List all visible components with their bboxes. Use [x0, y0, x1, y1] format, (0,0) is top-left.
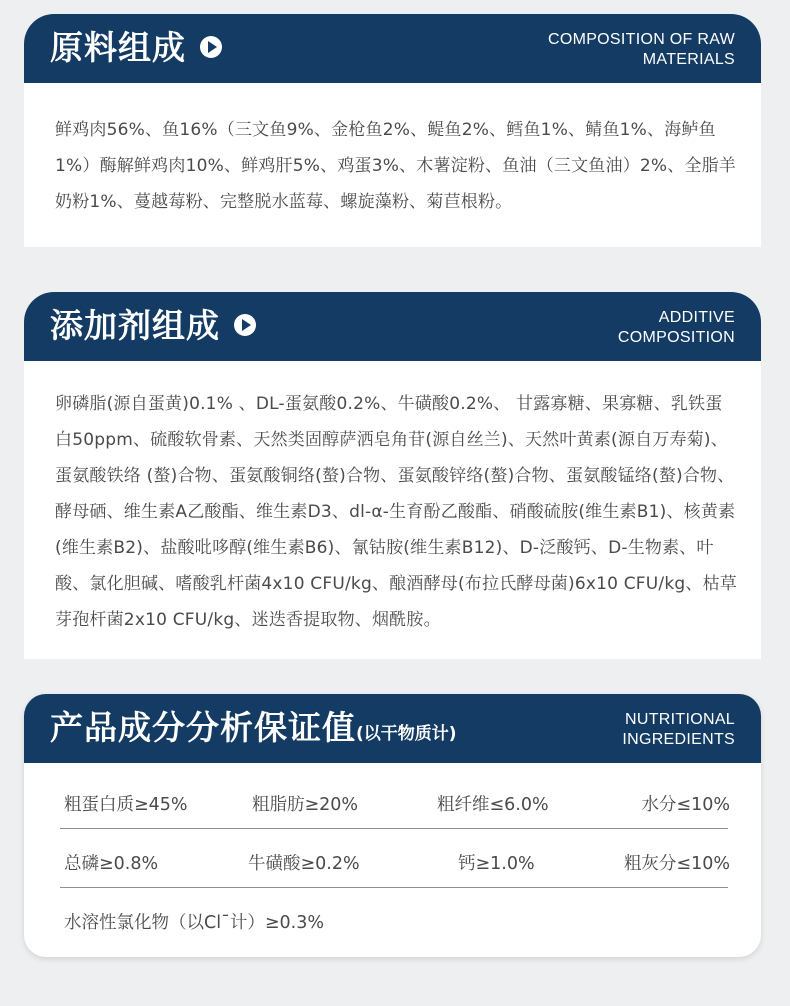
- nutrition-row: [60, 776, 728, 829]
- nutrition-value: 粗纤维≤6.0%: [437, 795, 549, 815]
- nutrition-value: 水溶性氯化物（以Cl¯计）≥0.3%: [64, 913, 324, 933]
- raw-materials-text: 鲜鸡肉56%、鱼16%（三文鱼9%、金枪鱼2%、鳀鱼2%、鳕鱼1%、鲭鱼1%、海鲈鱼1%）酶解鲜鸡肉10%、鲜鸡肝5%、鸡蛋3%、木薯淀粉、鱼油（三文鱼油）2%、全脂羊奶粉1%、蔓越莓粉、完整脱水蓝莓、螺旋藻粉、菊苣根粉。: [55, 120, 737, 212]
- raw-materials-card: [24, 14, 761, 247]
- additives-text: 卵磷脂(源自蛋黄)0.1% 、DL-蛋氨酸0.2%、牛磺酸0.2%、 甘露寡糖、果寡糖、乳铁蛋白50ppm、硫酸软骨素、天然类固醇萨洒皂角苷(源自丝兰)、天然叶黄素(源自万寿菊)、蛋氨酸铁络 (螯)合物、蛋氨酸铜络(螯)合物、蛋氨酸锌络(螯)合物、蛋氨酸锰络(螯)合物、酵母硒、维生素A乙酸酯、维生素D3、dl-α-生育酚乙酸酯、硝酸硫胺(维生素B1)、核黄素(维生素B2)、盐酸吡哆醇(维生素B6)、氰钴胺(维生素B12)、D-泛酸钙、D-生物素、叶酸、氯化胆碱、嗜酸乳杆菌4x10 CFU/kg、酿酒酵母(布拉氏酵母菌)6x10 CFU/kg、枯草芽孢杆菌2x10 CFU/kg、迷迭香提取物、烟酰胺。: [55, 394, 737, 630]
- play-circle-icon[interactable]: [234, 314, 256, 336]
- nutrition-title-wrap: [50, 706, 457, 756]
- raw-materials-en-line1: COMPOSITION OF RAW: [547, 31, 735, 48]
- raw-materials-en-line2: MATERIALS: [642, 51, 735, 68]
- nutrition-value: 钙≥1.0%: [458, 854, 535, 874]
- nutrition-header: [24, 694, 761, 763]
- nutrition-value: 粗脂肪≥20%: [252, 795, 359, 815]
- nutrition-en-line1: NUTRITIONAL: [625, 711, 735, 728]
- raw-materials-title: 原料组成: [50, 28, 186, 67]
- additives-title: 添加剂组成: [50, 306, 220, 345]
- raw-materials-english-title: [548, 30, 735, 70]
- additives-english-title: [618, 308, 735, 348]
- nutrition-value: 粗蛋白质≥45%: [64, 795, 188, 815]
- additives-header: [24, 292, 761, 361]
- nutrition-value: 牛磺酸≥0.2%: [248, 854, 360, 874]
- play-circle-icon[interactable]: [200, 36, 222, 58]
- nutrition-en-line2: INGREDIENTS: [622, 731, 735, 748]
- additives-card: [24, 292, 761, 659]
- raw-materials-header: [24, 14, 761, 83]
- nutrition-english-title: [622, 710, 735, 750]
- nutrition-row: [60, 894, 728, 946]
- nutrition-row: [60, 835, 728, 888]
- nutrition-title: 产品成分分析保证值: [50, 708, 356, 747]
- additives-en-line2: COMPOSITION: [617, 329, 735, 346]
- raw-materials-title-wrap: [50, 26, 222, 70]
- additives-title-wrap: [50, 304, 256, 348]
- additives-en-line1: ADDITIVE: [658, 309, 735, 326]
- nutrition-value: 粗灰分≤10%: [623, 854, 730, 874]
- nutrition-value: 总磷≥0.8%: [64, 854, 159, 874]
- nutrition-value: 水分≤10%: [641, 795, 730, 815]
- nutrition-title-sub: (以干物质计): [356, 724, 457, 744]
- nutrition-card: [24, 694, 761, 957]
